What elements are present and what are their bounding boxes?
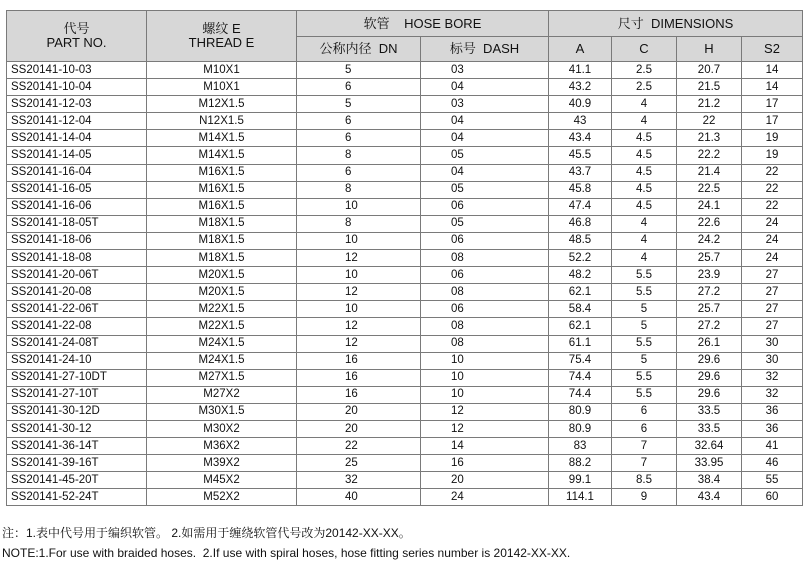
thread-cell: M18X1.5 [147, 215, 297, 232]
part-no-cell: SS20141-18-05T [7, 215, 147, 232]
dash-cell: 12 [421, 420, 549, 437]
part-no-cell: SS20141-12-04 [7, 113, 147, 130]
dim-c-cell: 5.5 [612, 335, 677, 352]
dim-a-cell: 99.1 [549, 472, 612, 489]
dim-s2-cell: 24 [742, 250, 803, 267]
part-no-cell: SS20141-18-08 [7, 250, 147, 267]
dn-cell: 16 [297, 352, 421, 369]
part-no-cell: SS20141-36-14T [7, 438, 147, 455]
table-row [7, 335, 803, 352]
dn-cell: 6 [297, 113, 421, 130]
dim-a-cell: 74.4 [549, 369, 612, 386]
dn-cell: 40 [297, 489, 421, 506]
dim-c-cell: 5 [612, 301, 677, 318]
dn-cell: 5 [297, 62, 421, 79]
thread-cell: M10X1 [147, 62, 297, 79]
table-row [7, 352, 803, 369]
dim-s2-cell: 24 [742, 232, 803, 249]
dim-s2-cell: 27 [742, 284, 803, 301]
dash-cell: 05 [421, 147, 549, 164]
part-no-cell: SS20141-10-03 [7, 62, 147, 79]
thread-cell: M36X2 [147, 438, 297, 455]
dn-cell: 16 [297, 369, 421, 386]
thread-cell: M39X2 [147, 455, 297, 472]
dim-s2-cell: 27 [742, 301, 803, 318]
dn-cell: 16 [297, 386, 421, 403]
dash-cell: 06 [421, 267, 549, 284]
header-dn: 公称内径 DN [297, 37, 421, 62]
dim-c-cell: 5 [612, 318, 677, 335]
thread-cell: M10X1 [147, 79, 297, 96]
table-row [7, 130, 803, 147]
fitting-spec-table [6, 10, 803, 506]
footnotes [2, 523, 570, 563]
dim-a-cell: 83 [549, 438, 612, 455]
part-no-cell: SS20141-30-12 [7, 420, 147, 437]
dim-a-cell: 61.1 [549, 335, 612, 352]
table-row [7, 181, 803, 198]
dim-h-cell: 21.4 [677, 164, 742, 181]
thread-cell: M24X1.5 [147, 335, 297, 352]
thread-cell: M30X1.5 [147, 403, 297, 420]
dim-c-cell: 5.5 [612, 369, 677, 386]
dim-a-cell: 52.2 [549, 250, 612, 267]
header-dimensions: 尺寸 DIMENSIONS [549, 11, 803, 37]
part-no-cell: SS20141-18-06 [7, 232, 147, 249]
header-hose-bore: 软管 HOSE BORE [297, 11, 549, 37]
dash-cell: 08 [421, 335, 549, 352]
dim-c-cell: 5 [612, 352, 677, 369]
dash-cell: 12 [421, 403, 549, 420]
dim-c-cell: 6 [612, 403, 677, 420]
dim-h-cell: 21.3 [677, 130, 742, 147]
dim-h-cell: 24.2 [677, 232, 742, 249]
dn-cell: 12 [297, 335, 421, 352]
dash-cell: 14 [421, 438, 549, 455]
dim-c-cell: 7 [612, 438, 677, 455]
dim-a-cell: 45.8 [549, 181, 612, 198]
dim-a-cell: 40.9 [549, 96, 612, 113]
table-row [7, 96, 803, 113]
table-row [7, 284, 803, 301]
dim-h-cell: 33.95 [677, 455, 742, 472]
thread-cell: M22X1.5 [147, 318, 297, 335]
dim-h-cell: 27.2 [677, 318, 742, 335]
part-no-cell: SS20141-20-06T [7, 267, 147, 284]
dim-c-cell: 4 [612, 113, 677, 130]
dash-cell: 16 [421, 455, 549, 472]
thread-cell: M12X1.5 [147, 96, 297, 113]
note-english: NOTE:1.For use with braided hoses. 2.If use with spiral hoses, hose fitting series number is 20142-XX-XX. [2, 546, 571, 560]
part-no-cell: SS20141-39-16T [7, 455, 147, 472]
thread-cell: M27X1.5 [147, 369, 297, 386]
dash-cell: 03 [421, 96, 549, 113]
thread-cell: M20X1.5 [147, 267, 297, 284]
dim-h-cell: 21.2 [677, 96, 742, 113]
dim-s2-cell: 27 [742, 267, 803, 284]
part-no-cell: SS20141-24-10 [7, 352, 147, 369]
dim-s2-cell: 14 [742, 62, 803, 79]
dim-a-cell: 47.4 [549, 198, 612, 215]
table-header [7, 11, 803, 62]
dim-a-cell: 88.2 [549, 455, 612, 472]
thread-cell: M52X2 [147, 489, 297, 506]
dim-s2-cell: 22 [742, 181, 803, 198]
dim-h-cell: 26.1 [677, 335, 742, 352]
thread-cell: M16X1.5 [147, 181, 297, 198]
dim-a-cell: 48.5 [549, 232, 612, 249]
dn-cell: 25 [297, 455, 421, 472]
dash-cell: 08 [421, 250, 549, 267]
dim-a-cell: 74.4 [549, 386, 612, 403]
thread-cell: M27X2 [147, 386, 297, 403]
dim-c-cell: 7 [612, 455, 677, 472]
dash-cell: 06 [421, 301, 549, 318]
dash-cell: 04 [421, 113, 549, 130]
dim-s2-cell: 46 [742, 455, 803, 472]
dim-s2-cell: 24 [742, 215, 803, 232]
part-no-cell: SS20141-20-08 [7, 284, 147, 301]
dn-cell: 20 [297, 420, 421, 437]
dim-s2-cell: 19 [742, 147, 803, 164]
dim-a-cell: 43 [549, 113, 612, 130]
thread-cell: M18X1.5 [147, 232, 297, 249]
header-dash: 标号 DASH [421, 37, 549, 62]
thread-cell: N12X1.5 [147, 113, 297, 130]
dash-cell: 05 [421, 215, 549, 232]
dash-cell: 03 [421, 62, 549, 79]
dim-c-cell: 8.5 [612, 472, 677, 489]
table-row [7, 472, 803, 489]
dash-cell: 04 [421, 164, 549, 181]
dash-cell: 06 [421, 232, 549, 249]
header-thread-en: THREAD E [188, 35, 255, 50]
dim-a-cell: 43.2 [549, 79, 612, 96]
dim-s2-cell: 60 [742, 489, 803, 506]
dn-cell: 8 [297, 215, 421, 232]
dim-h-cell: 24.1 [677, 198, 742, 215]
dim-s2-cell: 36 [742, 420, 803, 437]
dim-c-cell: 2.5 [612, 79, 677, 96]
dim-c-cell: 4.5 [612, 164, 677, 181]
dim-a-cell: 45.5 [549, 147, 612, 164]
dim-c-cell: 5.5 [612, 284, 677, 301]
dash-cell: 10 [421, 369, 549, 386]
dim-s2-cell: 22 [742, 164, 803, 181]
part-no-cell: SS20141-45-20T [7, 472, 147, 489]
thread-cell: M24X1.5 [147, 352, 297, 369]
dash-cell: 05 [421, 181, 549, 198]
table-row [7, 198, 803, 215]
dash-cell: 08 [421, 284, 549, 301]
dash-cell: 08 [421, 318, 549, 335]
part-no-cell: SS20141-27-10DT [7, 369, 147, 386]
dim-a-cell: 46.8 [549, 215, 612, 232]
dim-h-cell: 27.2 [677, 284, 742, 301]
dim-a-cell: 114.1 [549, 489, 612, 506]
dim-h-cell: 22 [677, 113, 742, 130]
dash-cell: 04 [421, 79, 549, 96]
dim-s2-cell: 32 [742, 386, 803, 403]
header-part-en: PART NO. [46, 35, 107, 50]
dim-a-cell: 62.1 [549, 318, 612, 335]
table-row [7, 267, 803, 284]
dim-c-cell: 4 [612, 250, 677, 267]
part-no-cell: SS20141-16-06 [7, 198, 147, 215]
dim-h-cell: 22.5 [677, 181, 742, 198]
thread-cell: M16X1.5 [147, 164, 297, 181]
dim-c-cell: 4.5 [612, 130, 677, 147]
dim-s2-cell: 17 [742, 113, 803, 130]
dim-s2-cell: 32 [742, 369, 803, 386]
table-row [7, 301, 803, 318]
part-no-cell: SS20141-24-08T [7, 335, 147, 352]
dim-h-cell: 29.6 [677, 386, 742, 403]
dim-c-cell: 4.5 [612, 181, 677, 198]
dash-cell: 20 [421, 472, 549, 489]
thread-cell: M14X1.5 [147, 147, 297, 164]
table-row [7, 438, 803, 455]
dn-cell: 32 [297, 472, 421, 489]
dim-s2-cell: 17 [742, 96, 803, 113]
part-no-cell: SS20141-16-04 [7, 164, 147, 181]
dim-c-cell: 5.5 [612, 267, 677, 284]
dim-h-cell: 43.4 [677, 489, 742, 506]
dash-cell: 10 [421, 386, 549, 403]
part-no-cell: SS20141-10-04 [7, 79, 147, 96]
dim-s2-cell: 30 [742, 352, 803, 369]
table-row [7, 386, 803, 403]
table-row [7, 455, 803, 472]
header-h: H [677, 37, 742, 62]
dim-h-cell: 21.5 [677, 79, 742, 96]
header-thread-cn: 螺纹 E [202, 21, 241, 36]
part-no-cell: SS20141-12-03 [7, 96, 147, 113]
dn-cell: 6 [297, 164, 421, 181]
thread-cell: M20X1.5 [147, 284, 297, 301]
dash-cell: 06 [421, 198, 549, 215]
dash-cell: 24 [421, 489, 549, 506]
dim-s2-cell: 27 [742, 318, 803, 335]
header-part-no [7, 11, 147, 62]
dn-cell: 12 [297, 250, 421, 267]
dim-h-cell: 29.6 [677, 369, 742, 386]
dim-s2-cell: 30 [742, 335, 803, 352]
dim-s2-cell: 14 [742, 79, 803, 96]
dim-c-cell: 2.5 [612, 62, 677, 79]
dim-h-cell: 33.5 [677, 420, 742, 437]
dn-cell: 6 [297, 79, 421, 96]
dim-s2-cell: 19 [742, 130, 803, 147]
dash-cell: 04 [421, 130, 549, 147]
dn-cell: 5 [297, 96, 421, 113]
dn-cell: 10 [297, 267, 421, 284]
dim-c-cell: 4 [612, 96, 677, 113]
dim-c-cell: 4.5 [612, 198, 677, 215]
dn-cell: 12 [297, 318, 421, 335]
table-row [7, 113, 803, 130]
dim-c-cell: 4.5 [612, 147, 677, 164]
dim-s2-cell: 22 [742, 198, 803, 215]
dim-a-cell: 58.4 [549, 301, 612, 318]
dash-cell: 10 [421, 352, 549, 369]
dn-cell: 8 [297, 181, 421, 198]
header-part-cn: 代号 [63, 21, 90, 36]
part-no-cell: SS20141-30-12D [7, 403, 147, 420]
dim-a-cell: 62.1 [549, 284, 612, 301]
dn-cell: 10 [297, 232, 421, 249]
table-row [7, 79, 803, 96]
dn-cell: 20 [297, 403, 421, 420]
thread-cell: M22X1.5 [147, 301, 297, 318]
dim-h-cell: 25.7 [677, 250, 742, 267]
dim-a-cell: 80.9 [549, 420, 612, 437]
table-row [7, 232, 803, 249]
part-no-cell: SS20141-14-04 [7, 130, 147, 147]
table-row [7, 215, 803, 232]
dim-a-cell: 43.4 [549, 130, 612, 147]
dim-a-cell: 48.2 [549, 267, 612, 284]
part-no-cell: SS20141-16-05 [7, 181, 147, 198]
header-thread [147, 11, 297, 62]
dim-h-cell: 22.2 [677, 147, 742, 164]
dim-a-cell: 43.7 [549, 164, 612, 181]
header-a: A [549, 37, 612, 62]
dim-a-cell: 41.1 [549, 62, 612, 79]
table-row [7, 250, 803, 267]
table-row [7, 147, 803, 164]
dim-h-cell: 20.7 [677, 62, 742, 79]
part-no-cell: SS20141-27-10T [7, 386, 147, 403]
thread-cell: M45X2 [147, 472, 297, 489]
dim-s2-cell: 36 [742, 403, 803, 420]
dn-cell: 22 [297, 438, 421, 455]
dim-h-cell: 22.6 [677, 215, 742, 232]
dim-h-cell: 33.5 [677, 403, 742, 420]
dim-c-cell: 4 [612, 232, 677, 249]
dim-a-cell: 80.9 [549, 403, 612, 420]
dim-c-cell: 6 [612, 420, 677, 437]
table-row [7, 489, 803, 506]
table-row [7, 369, 803, 386]
thread-cell: M14X1.5 [147, 130, 297, 147]
thread-cell: M16X1.5 [147, 198, 297, 215]
header-s2: S2 [742, 37, 803, 62]
dim-a-cell: 75.4 [549, 352, 612, 369]
dim-c-cell: 9 [612, 489, 677, 506]
dim-s2-cell: 55 [742, 472, 803, 489]
dn-cell: 10 [297, 198, 421, 215]
note-chinese: 注：1.表中代号用于编织软管。 2.如需用于缠绕软管代号改为20142-XX-XX。 [2, 526, 411, 540]
dim-c-cell: 4 [612, 215, 677, 232]
table-row [7, 164, 803, 181]
dim-c-cell: 5.5 [612, 386, 677, 403]
dim-s2-cell: 41 [742, 438, 803, 455]
thread-cell: M18X1.5 [147, 250, 297, 267]
table-row [7, 318, 803, 335]
dn-cell: 6 [297, 130, 421, 147]
dim-h-cell: 23.9 [677, 267, 742, 284]
dn-cell: 12 [297, 284, 421, 301]
part-no-cell: SS20141-52-24T [7, 489, 147, 506]
table-row [7, 62, 803, 79]
part-no-cell: SS20141-22-08 [7, 318, 147, 335]
dim-h-cell: 32.64 [677, 438, 742, 455]
part-no-cell: SS20141-22-06T [7, 301, 147, 318]
dim-h-cell: 38.4 [677, 472, 742, 489]
header-c: C [612, 37, 677, 62]
table-row [7, 420, 803, 437]
part-no-cell: SS20141-14-05 [7, 147, 147, 164]
table-row [7, 403, 803, 420]
dim-h-cell: 29.6 [677, 352, 742, 369]
table-body [7, 62, 803, 506]
dn-cell: 8 [297, 147, 421, 164]
dn-cell: 10 [297, 301, 421, 318]
thread-cell: M30X2 [147, 420, 297, 437]
dim-h-cell: 25.7 [677, 301, 742, 318]
